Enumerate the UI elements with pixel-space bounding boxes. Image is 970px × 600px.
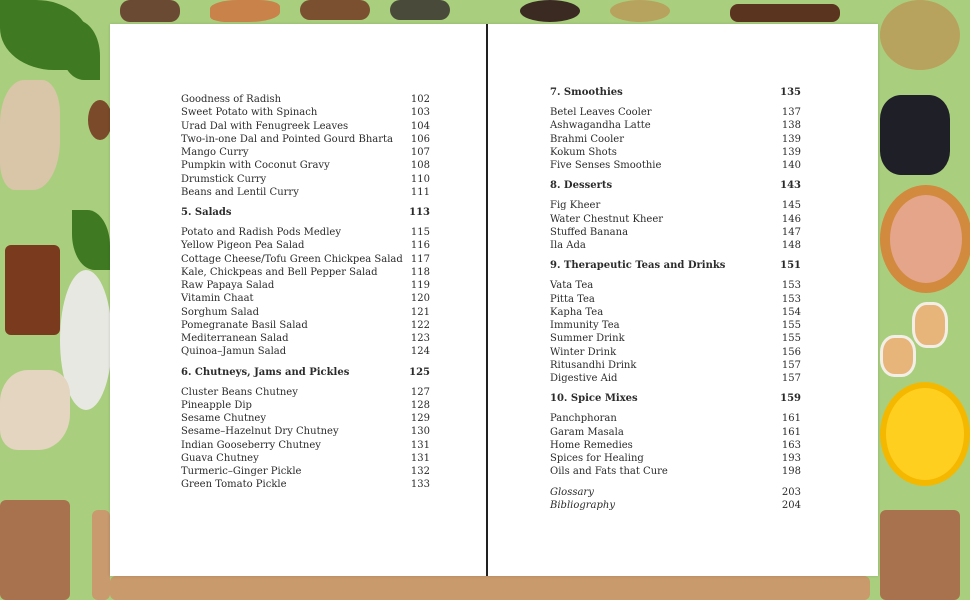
toc-title: Home Remedies [550, 439, 633, 451]
toc-page-number: 117 [410, 253, 430, 265]
toc-page-number: 116 [410, 240, 430, 252]
toc-entry [181, 345, 430, 358]
toc-title: Kapha Tea [550, 306, 604, 318]
spice-decoration [210, 0, 280, 22]
toc-title: Brahmi Cooler [550, 133, 624, 145]
toc-title: Kale, Chickpeas and Bell Pepper Salad [181, 266, 378, 278]
chapter-page-number: 159 [780, 393, 801, 405]
toc-title: Pineapple Dip [181, 399, 252, 411]
toc-page-number: 198 [781, 466, 801, 478]
toc-page-number: 157 [781, 373, 801, 384]
toc-title: Sesame Chutney [181, 413, 266, 424]
toc-title: Panchphoran [550, 413, 617, 425]
toc-entry-bibliography [550, 499, 801, 512]
toc-entry [550, 332, 801, 345]
toc-page-number: 157 [781, 359, 801, 371]
toc-page-number: 193 [781, 453, 801, 464]
toc-title: Pitta Tea [550, 293, 595, 305]
toc-entry [550, 372, 801, 385]
toc-entry [181, 306, 430, 319]
toc-entry [550, 213, 801, 226]
toc-title: Five Senses Smoothie [550, 160, 662, 171]
toc-page-number: 131 [410, 439, 430, 451]
toc-page-number: 155 [781, 320, 801, 331]
toc-page-number: 153 [781, 280, 801, 292]
chapter-page-number: 143 [780, 180, 801, 192]
jar-decoration [912, 302, 948, 348]
toc-title: Glossary [550, 486, 594, 498]
toc-page-number: 110 [410, 173, 430, 185]
toc-entry [550, 412, 801, 425]
toc-title: Sesame–Hazelnut Dry Chutney [181, 426, 339, 438]
toc-title: Kokum Shots [550, 146, 617, 158]
jar-decoration [880, 335, 916, 377]
toc-page-number: 153 [781, 293, 801, 305]
spice-decoration [92, 510, 110, 600]
toc-entry [550, 133, 801, 146]
toc-page-number: 139 [781, 146, 801, 158]
toc-page-number: 163 [781, 439, 801, 451]
toc-page-number: 108 [410, 160, 430, 172]
toc-entry [550, 359, 801, 372]
toc-page-number: 154 [781, 306, 801, 318]
toc-page-number: 161 [781, 426, 801, 438]
toc-title: Fig Kheer [550, 200, 601, 212]
toc-page-number: 118 [410, 266, 430, 278]
toc-title: Ashwagandha Latte [550, 120, 651, 132]
toc-title: Pumpkin with Coconut Gravy [181, 160, 330, 172]
left-page [110, 24, 487, 576]
toc-entry [550, 159, 801, 172]
toc-page-number: 147 [781, 226, 801, 238]
chapter-page-number: 125 [409, 366, 430, 378]
toc-page-number: 130 [410, 426, 430, 438]
toc-entry [181, 133, 430, 146]
toc-title: Vata Tea [550, 280, 594, 292]
toc-title: Cluster Beans Chutney [181, 386, 298, 398]
toc-title: Pomegranate Basil Salad [181, 319, 308, 331]
toc-title: Oils and Fats that Cure [550, 466, 668, 478]
bowl-decoration [880, 185, 970, 293]
toc-title: Vitamin Chaat [181, 293, 254, 305]
chapter-page-number: 135 [780, 87, 801, 98]
toc-page-number: 123 [410, 333, 430, 344]
toc-title: Water Chestnut Kheer [550, 213, 664, 225]
toc-entry [181, 292, 430, 305]
toc-page-number: 119 [410, 280, 430, 291]
toc-chapter-heading [550, 392, 801, 405]
toc-page-number: 127 [410, 386, 430, 398]
toc-title: Goodness of Radish [181, 94, 282, 105]
toc-title: Ila Ada [550, 240, 586, 251]
toc-entry [181, 239, 430, 252]
toc-chapter-heading [550, 259, 801, 272]
toc-title: Guava Chutney [181, 452, 259, 464]
toc-entry [181, 173, 430, 186]
toc-entry [181, 452, 430, 465]
toc-page-number: 148 [781, 240, 801, 251]
toc-title: Cottage Cheese/Tofu Green Chickpea Salad [181, 253, 403, 265]
toc-chapter-heading [181, 366, 430, 379]
chapter-title: 5. Salads [181, 207, 232, 218]
raisins-decoration [880, 95, 950, 175]
toc-title: Drumstick Curry [181, 173, 267, 185]
spice-decoration [120, 0, 180, 22]
toc-entry [181, 425, 430, 438]
toc-page-number: 133 [410, 479, 430, 491]
toc-title: Sorghum Salad [181, 306, 259, 318]
toc-page-number: 138 [781, 120, 801, 132]
spice-decoration [0, 370, 70, 450]
toc-entry [181, 266, 430, 279]
toc-title: Turmeric–Ginger Pickle [181, 466, 302, 477]
toc-entry [181, 186, 430, 199]
toc-title: Ritusandhi Drink [550, 359, 637, 371]
toc-entry [550, 426, 801, 439]
toc-chapter-heading [550, 86, 801, 99]
leaf-decoration [72, 210, 110, 270]
toc-entry [550, 146, 801, 159]
toc-title: Winter Drink [550, 346, 617, 358]
toc-title: Indian Gooseberry Chutney [181, 439, 321, 451]
spice-decoration [0, 500, 70, 600]
chapter-page-number: 113 [409, 207, 430, 218]
toc-title: Potato and Radish Pods Medley [181, 227, 341, 238]
toc-page-number: 139 [781, 133, 801, 145]
toc-page-number: 102 [410, 94, 430, 105]
bowl-decoration [880, 382, 970, 486]
spice-decoration [110, 576, 870, 600]
chapter-title: 9. Therapeutic Teas and Drinks [550, 260, 726, 272]
chapter-title: 8. Desserts [550, 180, 613, 192]
toc-title: Mediterranean Salad [181, 333, 289, 344]
toc-entry [181, 146, 430, 159]
toc-chapter-heading [550, 179, 801, 192]
toc-title: Summer Drink [550, 333, 625, 345]
table-of-contents [181, 93, 430, 492]
toc-page-number: 103 [410, 107, 430, 119]
toc-entry [181, 319, 430, 332]
toc-page-number: 140 [781, 160, 801, 171]
toc-title: Stuffed Banana [550, 226, 629, 238]
toc-entry [550, 293, 801, 306]
toc-page-number: 161 [781, 413, 801, 425]
toc-entry-glossary [550, 486, 801, 499]
toc-page-number: 146 [781, 213, 801, 225]
toc-entry [181, 279, 430, 292]
toc-page-number: 132 [410, 466, 430, 477]
toc-title: Quinoa–Jamun Salad [181, 346, 287, 358]
toc-page-number: 137 [781, 107, 801, 118]
toc-entry [181, 120, 430, 133]
toc-entry [181, 106, 430, 119]
toc-title: Betel Leaves Cooler [550, 107, 652, 118]
toc-entry [181, 478, 430, 491]
toc-title: Digestive Aid [550, 373, 618, 384]
toc-page-number: 120 [410, 293, 430, 305]
toc-entry [181, 412, 430, 425]
toc-entry [550, 306, 801, 319]
toc-entry [550, 319, 801, 332]
toc-page-number: 121 [410, 306, 430, 318]
toc-title: Urad Dal with Fenugreek Leaves [181, 120, 349, 132]
toc-entry [181, 253, 430, 266]
toc-title: Yellow Pigeon Pea Salad [181, 240, 305, 252]
spice-decoration [0, 80, 60, 190]
toc-page-number: 131 [410, 452, 430, 464]
toc-chapter-heading [181, 206, 430, 219]
toc-page-number: 129 [410, 413, 430, 424]
toc-entry [550, 199, 801, 212]
toc-entry [550, 119, 801, 132]
chapter-title: 6. Chutneys, Jams and Pickles [181, 366, 350, 378]
toc-entry [181, 386, 430, 399]
toc-title: Green Tomato Pickle [181, 479, 287, 491]
toc-page-number: 156 [781, 346, 801, 358]
spice-decoration [300, 0, 370, 20]
spice-decoration [730, 4, 840, 22]
toc-page-number: 107 [410, 147, 430, 158]
toc-page-number: 122 [410, 319, 430, 331]
toc-title: Raw Papaya Salad [181, 280, 275, 291]
leaf-decoration [60, 20, 100, 80]
chapter-page-number: 151 [780, 260, 801, 272]
toc-page-number: 106 [410, 133, 430, 145]
toc-title: Beans and Lentil Curry [181, 186, 299, 198]
toc-entry [550, 439, 801, 452]
toc-page-number: 111 [410, 186, 430, 198]
toc-entry [181, 439, 430, 452]
toc-title: Mango Curry [181, 147, 249, 158]
toc-entry [550, 106, 801, 119]
toc-entry [181, 465, 430, 478]
spice-decoration [610, 0, 670, 22]
toc-entry [550, 346, 801, 359]
spice-decoration [88, 100, 112, 140]
spice-decoration [880, 510, 960, 600]
toc-entry [181, 159, 430, 172]
toc-entry [181, 399, 430, 412]
chapter-title: 10. Spice Mixes [550, 393, 638, 405]
toc-page-number: 155 [781, 333, 801, 345]
toc-entry [181, 226, 430, 239]
toc-title: Spices for Healing [550, 453, 644, 464]
toc-page-number: 124 [410, 346, 430, 358]
toc-entry [550, 279, 801, 292]
toc-page-number: 115 [410, 227, 430, 238]
toc-entry [181, 93, 430, 106]
toc-title: Garam Masala [550, 426, 624, 438]
toc-page-number: 145 [781, 200, 801, 212]
toc-page-number: 204 [781, 499, 801, 511]
table-of-contents [550, 86, 801, 512]
toc-title: Sweet Potato with Spinach [181, 107, 318, 119]
spice-decoration [390, 0, 450, 20]
toc-title: Immunity Tea [550, 320, 620, 331]
chapter-title: 7. Smoothies [550, 87, 623, 98]
toc-entry [550, 452, 801, 465]
toc-entry [550, 465, 801, 478]
right-page [488, 24, 878, 576]
toc-page-number: 203 [781, 486, 801, 498]
toc-title: Bibliography [550, 499, 615, 511]
toc-title: Two-in-one Dal and Pointed Gourd Bharta [181, 133, 394, 145]
spice-decoration [5, 245, 60, 335]
toc-page-number: 104 [410, 120, 430, 132]
toc-entry [550, 239, 801, 252]
toc-entry [181, 332, 430, 345]
toc-page-number: 128 [410, 399, 430, 411]
toc-entry [550, 226, 801, 239]
cardamom-decoration [880, 0, 960, 70]
spice-decoration [520, 0, 580, 22]
